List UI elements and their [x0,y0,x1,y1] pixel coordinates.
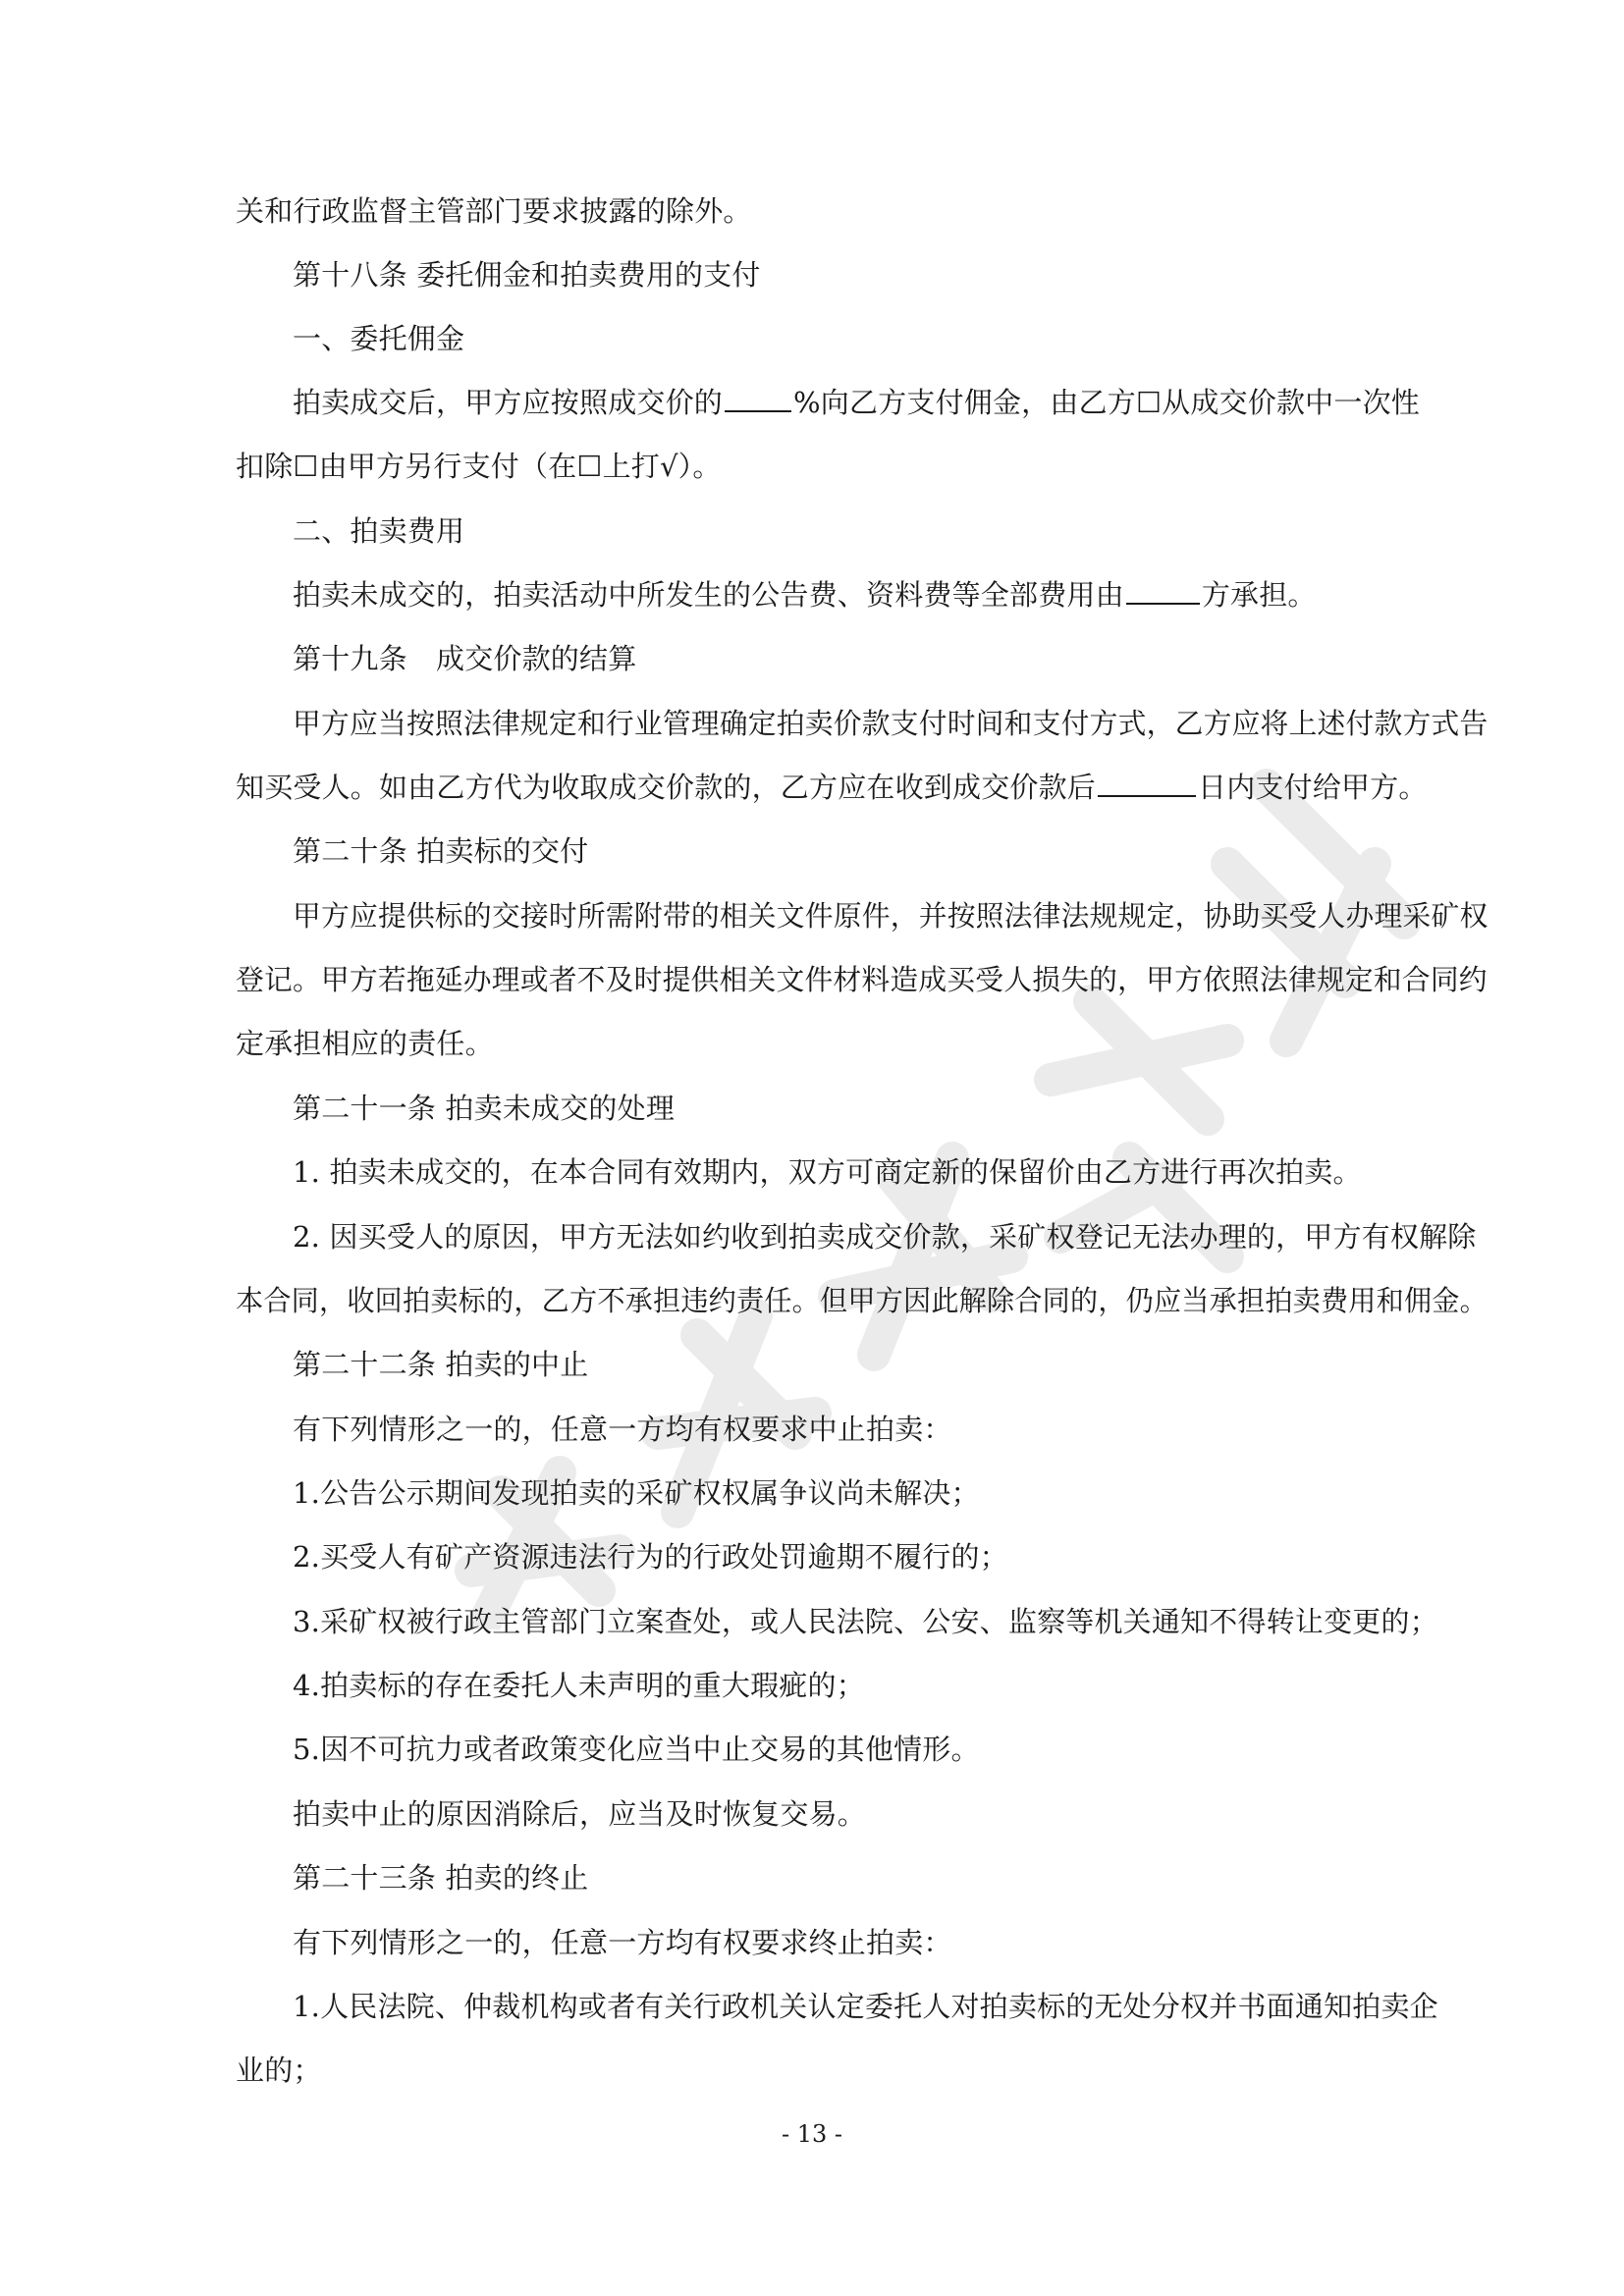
page-number: - 13 - [781,2120,842,2148]
text-line [293,575,1317,614]
text-line: 1.人民法院、仲裁机构或者有关行政机关认定委托人对拍卖标的无处分权并书面通知拍卖企 [293,1990,1438,2023]
text-line: 登记。甲方若拖延办理或者不及时提供相关文件材料造成买受人损失的，甲方依照法律规定和合同约 [236,963,1488,996]
line-text: 方承担。 [1201,578,1317,612]
line-text: 日内支付给甲方。 [1198,771,1428,804]
text-line: 第二十三条 拍卖的终止 [293,1861,589,1895]
text-line: 一、委托佣金 [293,322,465,355]
text-line: 第十九条 成交价款的结算 [293,642,637,675]
text-line: 4.拍卖标的存在委托人未声明的重大瑕疵的； [293,1669,865,1702]
fill-in-blank[interactable] [1098,770,1196,797]
text-line: 有下列情形之一的，任意一方均有权要求中止拍卖： [293,1413,952,1446]
text-line: 甲方应当按照法律规定和行业管理确定拍卖价款支付时间和支付方式，乙方应将上述付款方式告 [293,707,1489,740]
text-line: 第二十二条 拍卖的中止 [293,1348,589,1381]
text-line: 2.买受人有矿产资源违法行为的行政处罚逾期不履行的； [293,1540,1008,1574]
text-line: 甲方应提供标的交接时所需附带的相关文件原件，并按照法律法规规定，协助买受人办理采矿权 [293,899,1489,933]
text-line: 第十八条 委托佣金和拍卖费用的支付 [293,258,761,292]
text-line: 5.因不可抗力或者政策变化应当中止交易的其他情形。 [293,1733,980,1766]
text-line [236,768,1428,807]
text-line: 扣除☐由甲方另行支付（在☐上打√）。 [236,450,722,483]
text-line: 1. 拍卖未成交的，在本合同有效期内，双方可商定新的保留价由乙方进行再次拍卖。 [293,1155,1362,1189]
text-line: 有下列情形之一的，任意一方均有权要求终止拍卖： [293,1926,952,1959]
line-text: 拍卖成交后，甲方应按照成交价的 [293,386,724,419]
text-line: 1.公告公示期间发现拍卖的采矿权权属争议尚未解决； [293,1476,980,1510]
line-text: 拍卖未成交的，拍卖活动中所发生的公告费、资料费等全部费用由 [293,578,1124,612]
text-line [293,383,1420,422]
line-text: %向乙方支付佣金，由乙方☐从成交价款中一次性 [793,386,1420,419]
text-line: 定承担相应的责任。 [236,1027,494,1060]
line-text: 知买受人。如由乙方代为收取成交价款的，乙方应在收到成交价款后 [236,771,1097,804]
text-line: 第二十一条 拍卖未成交的处理 [293,1092,676,1125]
text-line: 业的； [236,2054,322,2087]
text-line: 第二十条 拍卖标的交付 [293,834,589,868]
text-line: 关和行政监督主管部门要求披露的除外。 [236,194,752,228]
text-line: 二、拍卖费用 [293,514,465,548]
text-line: 拍卖中止的原因消除后，应当及时恢复交易。 [293,1797,867,1831]
text-line: 3.采矿权被行政主管部门立案查处，或人民法院、公安、监察等机关通知不得转让变更的； [293,1605,1438,1638]
fill-in-blank[interactable] [725,385,791,412]
text-line: 本合同，收回拍卖标的，乙方不承担违约责任。但甲方因此解除合同的，仍应当承担拍卖费用和佣金。 [236,1284,1488,1317]
fill-in-blank[interactable] [1126,577,1200,605]
text-line: 2. 因买受人的原因，甲方无法如约收到拍卖成交价款，采矿权登记无法办理的，甲方有权解除 [293,1220,1477,1254]
